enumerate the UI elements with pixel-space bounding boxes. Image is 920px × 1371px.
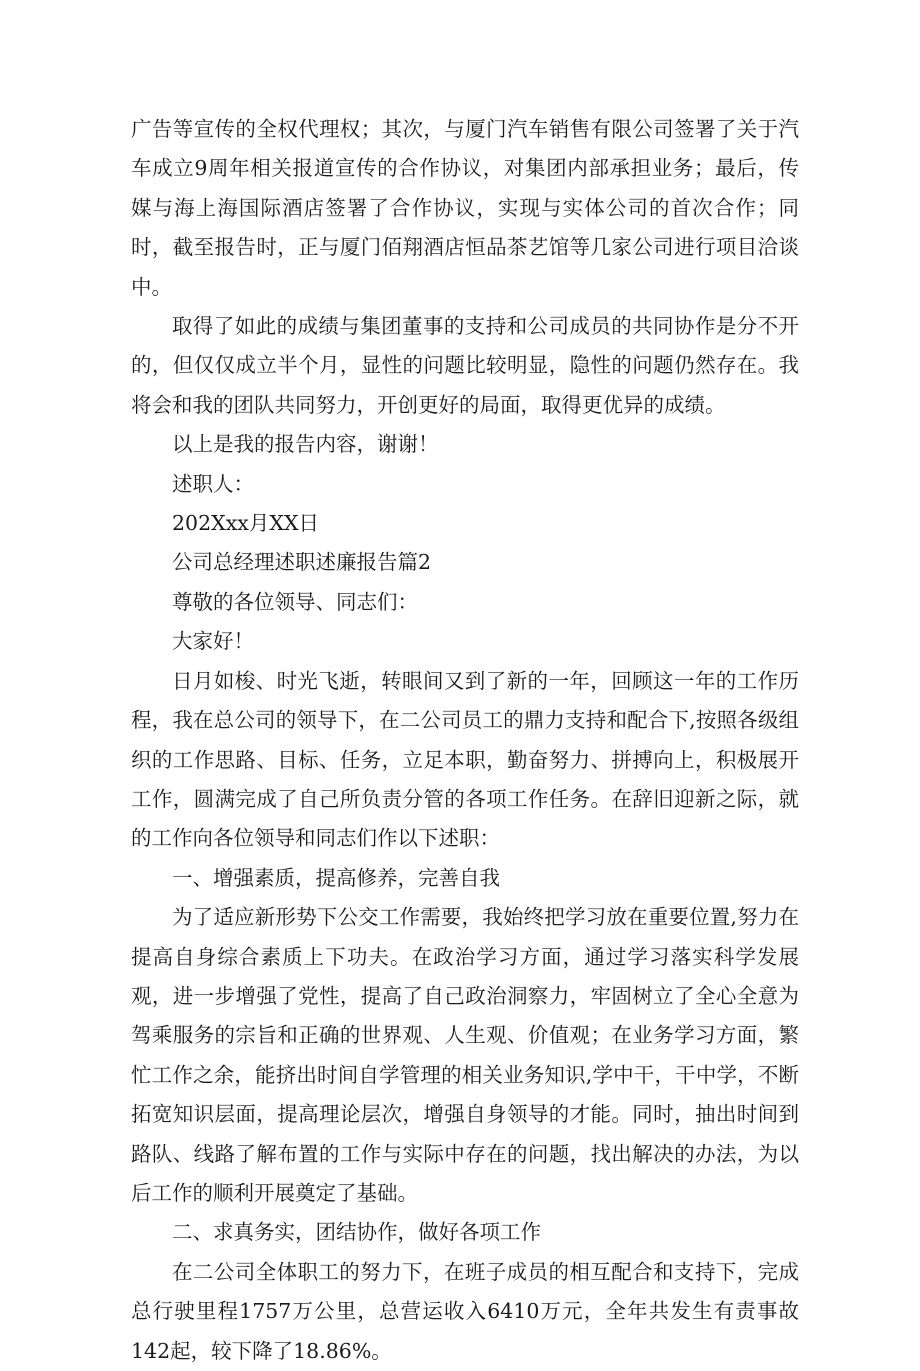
salutation: 尊敬的各位领导、同志们：: [172, 589, 418, 614]
paragraph-results: 在二公司全体职工的努力下，在班子成员的相互配合和支持下，完成总行驶里程1757万公里，总营运收入6410万元，全年共发生有责事故142起，较下降了18.86%。: [131, 1259, 799, 1363]
section-title: 公司总经理述职述廉报告篇2: [172, 550, 432, 575]
greeting: 大家好！: [172, 629, 254, 654]
reporter-label: 述职人：: [172, 471, 254, 496]
document-body: [131, 110, 799, 1371]
report-date: 202Xxx月XX日: [172, 511, 320, 536]
paragraph-achievements: 取得了如此的成绩与集团董事的支持和公司成员的共同协作是分不开的，但仅仅成立半个月，显性的问题比较明显，隐性的问题仍然存在。我将会和我的团队共同努力，开创更好的局面，取得更优异的成绩。: [131, 314, 799, 417]
heading-one: 一、增强素质，提高修养，完善自我: [172, 865, 500, 890]
paragraph-intro: 日月如梭、时光飞逝，转眼间又到了新的一年，回顾这一年的工作历程，我在总公司的领导下，在二公司员工的鼎力支持和配合下,按照各级组织的工作思路、目标、任务，立足本职，勤奋努力、拼搏向上，积极展开工作，圆满完成了自己所负责分管的各项工作任务。在辞旧迎新之际，就的工作向各位领导和同志们作以下述职：: [131, 668, 799, 851]
paragraph-study: 为了适应新形势下公交工作需要，我始终把学习放在重要位置,努力在提高自身综合素质上下功夫。在政治学习方面，通过学习落实科学发展观，进一步增强了党性，提高了自己政治洞察力，牢固树立了全心全意为驾乘服务的宗旨和正确的世界观、人生观、价值观；在业务学习方面，繁忙工作之余，能挤出时间自学管理的相关业务知识,学中干，干中学，不断拓宽知识层面，提高理论层次，增强自身领导的才能。同时，抽出时间到路队、线路了解布置的工作与实际中存在的问题，找出解决的办法，为以后工作的顺利开展奠定了基础。: [131, 905, 799, 1205]
heading-two: 二、求真务实，团结协作，做好各项工作: [172, 1220, 541, 1245]
paragraph-continuation: 广告等宣传的全权代理权；其次，与厦门汽车销售有限公司签署了关于汽车成立9周年相关报道宣传的合作协议，对集团内部承担业务；最后，传媒与海上海国际酒店签署了合作协议，实现与实体公司的首次合作；同时，截至报告时，正与厦门佰翔酒店恒品茶艺馆等几家公司进行项目洽谈中。: [131, 117, 799, 299]
closing-thanks: 以上是我的报告内容，谢谢！: [172, 432, 439, 457]
